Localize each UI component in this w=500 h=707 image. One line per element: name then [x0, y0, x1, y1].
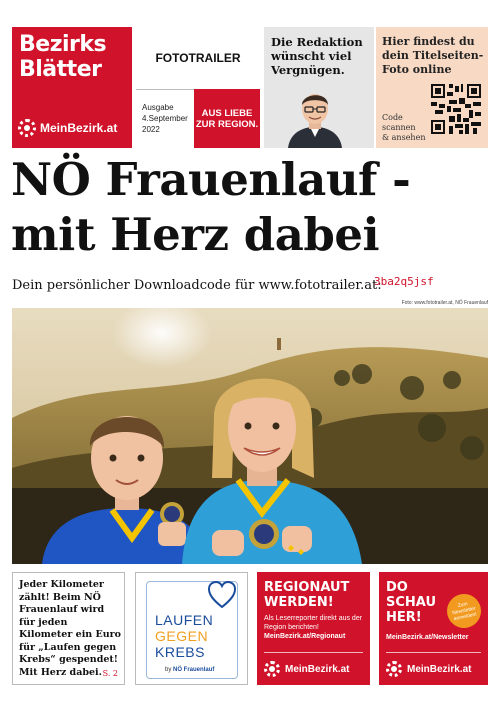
campaign-word-2: GEGEN — [155, 628, 209, 644]
editorial-note: Die Redaktion wünscht viel Vergnügen. — [271, 35, 363, 77]
cover-photo-prompt: Hier findest du dein Titelseiten-Foto online — [382, 35, 484, 76]
bezirksblaetter-logo[interactable] — [12, 27, 132, 148]
qr-code-icon[interactable] — [431, 84, 481, 134]
campaign-logo — [146, 581, 238, 679]
teaser-page-ref: S. 2 — [102, 669, 118, 678]
headline: NÖ Frauenlauf - mit Herz dabei — [11, 153, 411, 261]
teaser-laufen-gegen-krebs[interactable] — [135, 572, 248, 685]
cover-photo-panel — [376, 27, 488, 148]
logo-line2: Blätter — [19, 57, 102, 82]
regionaut-title: REGIONAUT WERDEN! — [264, 580, 350, 610]
divider — [386, 652, 481, 653]
logo-line1: Bezirks — [19, 32, 107, 57]
cover-photo — [12, 308, 488, 564]
masthead — [12, 27, 488, 148]
edition-info — [142, 102, 192, 135]
regionaut-subtitle: Als Leserreporter direkt aus der Region berichten! MeinBezirk.at/Regionaut — [264, 615, 363, 640]
download-code-label: Dein persönlicher Downloadcode für www.fototrailer.at: — [12, 278, 382, 293]
editor-portrait — [280, 85, 350, 148]
newsletter-title: DO SCHAU HER! — [386, 580, 437, 625]
edition-label: Ausgabe — [142, 103, 174, 112]
meinbezirk-footer-brand: MeinBezirk.at — [386, 661, 471, 677]
newsletter-badge: Zum Newsletter anmelden! — [444, 591, 484, 631]
qr-caption: Code scannen & ansehen — [382, 113, 426, 142]
teaser-newsletter[interactable] — [379, 572, 488, 685]
photo-credit: Foto: www.fototrailer.at, NÖ Frauenlauf — [401, 300, 488, 306]
editorial-panel — [264, 27, 374, 148]
meinbezirk-brand-text: MeinBezirk.at — [40, 121, 118, 135]
newsletter-link[interactable]: MeinBezirk.at/Newsletter — [386, 634, 469, 641]
meinbezirk-gear-icon — [264, 661, 280, 677]
meinbezirk-gear-icon — [18, 119, 36, 137]
slogan-box: AUS LIEBE ZUR REGION. — [194, 89, 260, 148]
meinbezirk-gear-icon — [386, 661, 402, 677]
edition-date: 4.September 2022 — [142, 114, 188, 134]
fototrailer-panel — [136, 27, 260, 148]
campaign-word-1: LAUFEN — [155, 612, 214, 628]
teaser-kilometer[interactable] — [12, 572, 125, 685]
divider — [264, 652, 363, 653]
meinbezirk-footer-brand: MeinBezirk.at — [264, 661, 349, 677]
campaign-word-3: KREBS — [155, 644, 205, 660]
fototrailer-label: FOTOTRAILER — [136, 27, 260, 90]
teaser-regionaut[interactable] — [257, 572, 370, 685]
download-code[interactable]: 3ba2q5jsf — [374, 275, 434, 288]
heart-icon — [207, 580, 237, 610]
regionaut-link[interactable]: MeinBezirk.at/Regionaut — [264, 633, 346, 640]
teaser-kilometer-text: Jeder Kilometer zählt! Beim NÖ Frauenlauf wird für jeden Kilometer ein Euro für „Laufen gegen Krebs“ gespendet! Mit Herz dabei. — [19, 579, 122, 678]
campaign-byline: by NÖ Frauenlauf — [165, 667, 215, 673]
meinbezirk-brand — [18, 119, 117, 137]
